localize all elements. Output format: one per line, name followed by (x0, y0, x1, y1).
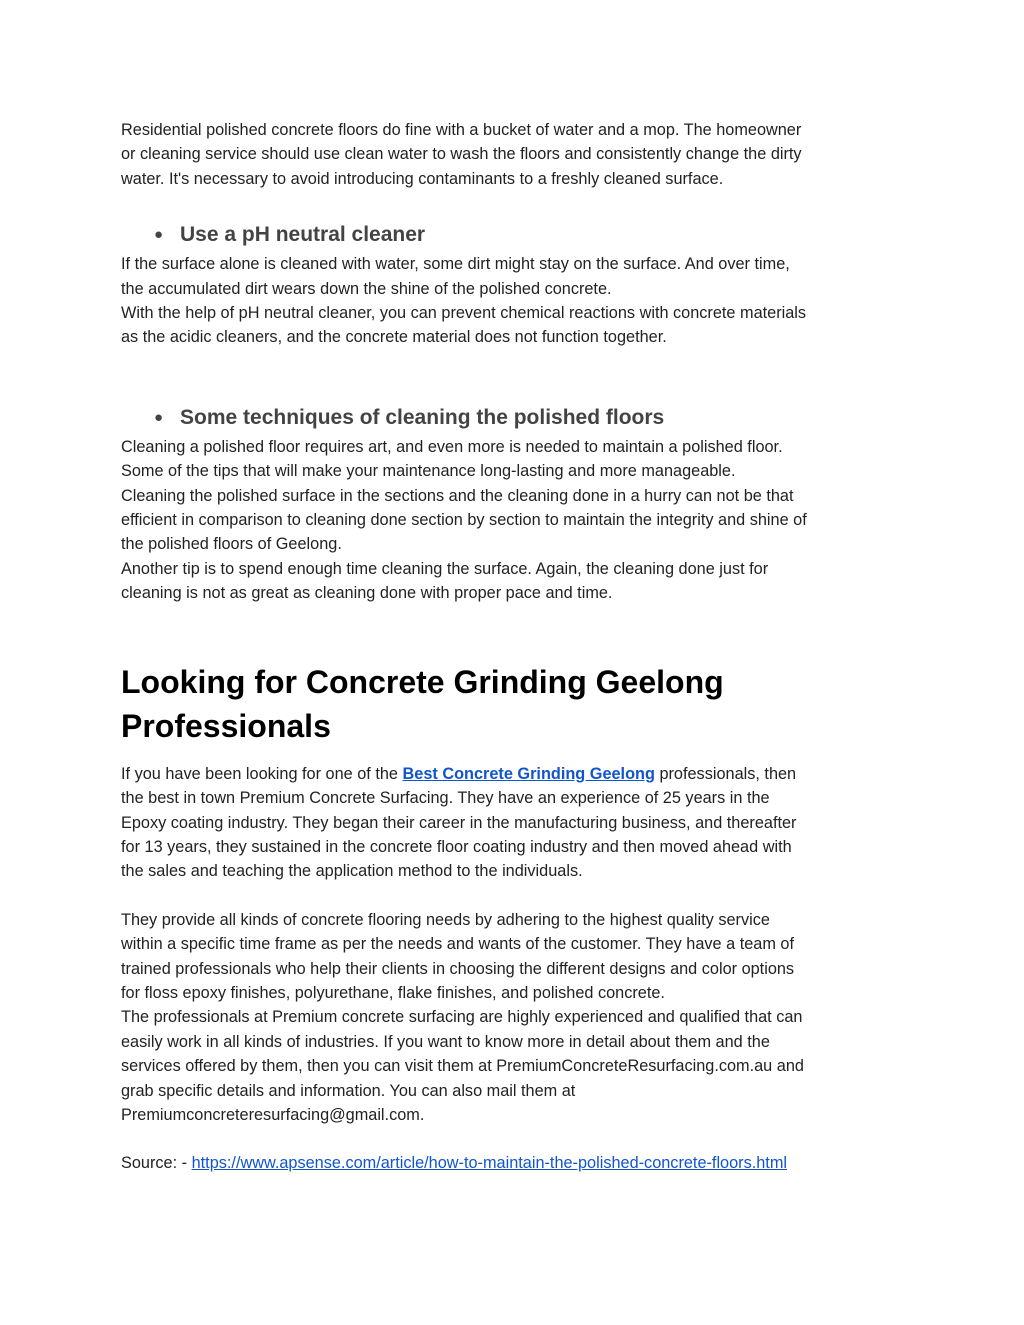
text-line: within a specific time frame as per the needs and wants of the customer. They have a team of (121, 935, 795, 954)
text-line: easily work in all kinds of industries. If you want to know more in detail about them and the (121, 1032, 770, 1051)
bullet-icon: ● (154, 226, 164, 244)
text-line: or cleaning service should use clean water to wash the floors and consistently change the dirty (121, 145, 802, 164)
text-fragment: If you have been looking for one of the (121, 764, 403, 783)
text-line (121, 762, 911, 786)
services-paragraph (121, 908, 911, 1128)
text-line: They provide all kinds of concrete flooring needs by adhering to the highest quality service (121, 910, 770, 929)
text-line: Some of the tips that will make your maintenance long-lasting and more manageable. (121, 462, 736, 481)
ph-cleaner-paragraph (121, 252, 911, 350)
section-heading-text: Some techniques of cleaning the polished floors (180, 405, 665, 429)
text-line: for floss epoxy finishes, polyurethane, flake finishes, and polished concrete. (121, 983, 665, 1002)
text-line: The professionals at Premium concrete surfacing are highly experienced and qualified that can (121, 1008, 803, 1027)
techniques-paragraph (121, 435, 911, 606)
text-line: services offered by them, then you can visit them at PremiumConcreteResurfacing.com.au and (121, 1057, 804, 1076)
text-line: Epoxy coating industry. They began their career in the manufacturing business, and thereafter (121, 813, 797, 832)
text-line: If the surface alone is cleaned with water, some dirt might stay on the surface. And over time, (121, 255, 790, 274)
bullet-icon: ● (154, 408, 164, 426)
text-line (121, 1151, 911, 1175)
text-line: for 13 years, they sustained in the concrete floor coating industry and then moved ahead with (121, 837, 792, 856)
text-line: Premiumconcreteresurfacing@gmail.com. (121, 1105, 425, 1124)
text-line: the accumulated dirt wears down the shine of the polished concrete. (121, 279, 612, 298)
professionals-paragraph (121, 762, 911, 884)
text-line: grab specific details and information. You can also mail them at (121, 1081, 576, 1100)
text-line: Cleaning the polished surface in the sections and the cleaning done in a hurry can not be that (121, 486, 794, 505)
source-link[interactable]: https://www.apsense.com/article/how-to-maintain-the-polished-concrete-floors.html (191, 1154, 788, 1173)
best-concrete-grinding-link[interactable]: Best Concrete Grinding Geelong (402, 764, 655, 783)
text-line: trained professionals who help their clients in choosing the different designs and color options (121, 959, 795, 978)
document-page (121, 118, 911, 1176)
text-line: With the help of pH neutral cleaner, you can prevent chemical reactions with concrete materials (121, 304, 807, 323)
text-line: Residential polished concrete floors do fine with a bucket of water and a mop. The homeowner (121, 121, 802, 139)
main-heading-line: Looking for Concrete Grinding Geelong (121, 663, 724, 700)
section-heading-ph-cleaner (121, 221, 911, 249)
text-line: cleaning is not as great as cleaning done with proper pace and time. (121, 584, 613, 603)
section-heading-techniques (121, 404, 911, 432)
text-line: efficient in comparison to cleaning done section by section to maintain the integrity and shine of (121, 511, 807, 530)
text-line: water. It's necessary to avoid introducing contaminants to a freshly cleaned surface. (121, 169, 724, 188)
text-line: the polished floors of Geelong. (121, 535, 342, 554)
section-heading-text: Use a pH neutral cleaner (180, 223, 426, 247)
text-line: Another tip is to spend enough time cleaning the surface. Again, the cleaning done just for (121, 559, 769, 578)
source-label: Source: - (121, 1154, 192, 1173)
text-line: as the acidic cleaners, and the concrete material does not function together. (121, 328, 667, 347)
text-line: the sales and teaching the application method to the individuals. (121, 862, 583, 881)
main-heading-line: Professionals (121, 707, 331, 744)
text-line: Cleaning a polished floor requires art, and even more is needed to maintain a polished floor. (121, 437, 783, 456)
intro-paragraph (121, 118, 911, 191)
text-fragment: professionals, then (654, 764, 797, 783)
source-line (121, 1151, 911, 1175)
main-heading (121, 660, 911, 748)
text-line: the best in town Premium Concrete Surfacing. They have an experience of 25 years in the (121, 789, 770, 808)
